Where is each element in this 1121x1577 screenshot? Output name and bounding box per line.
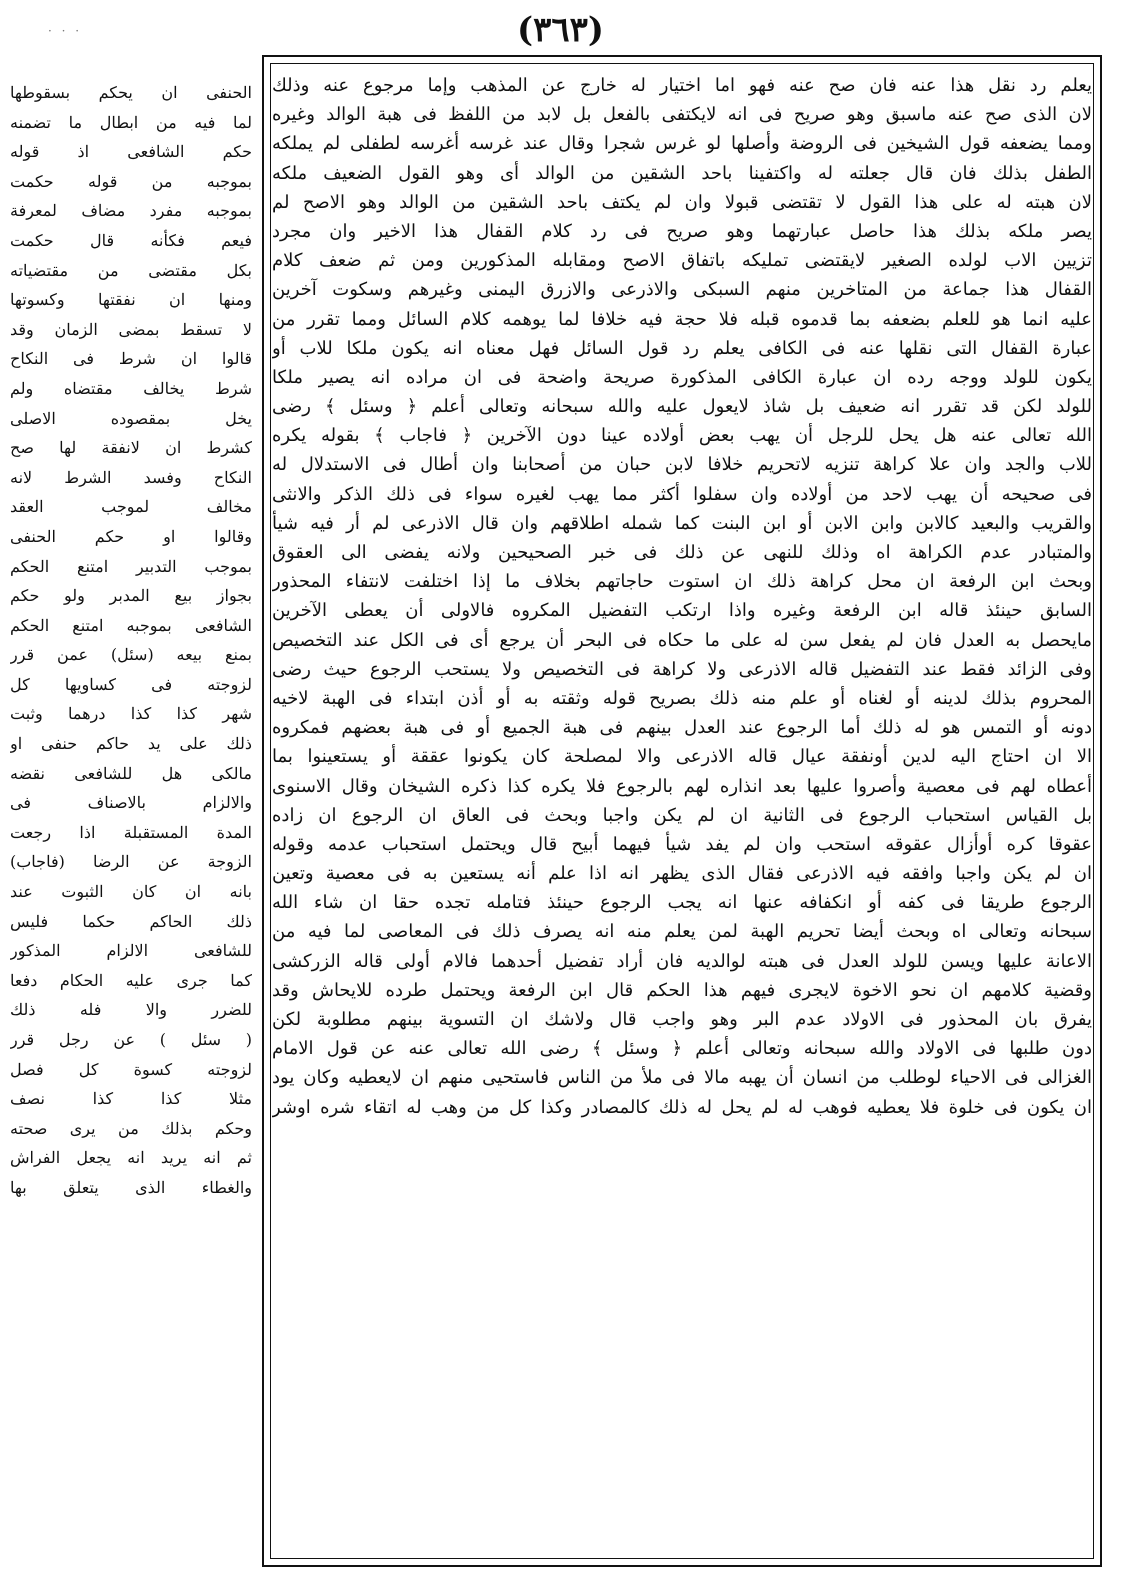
main-text-line: الله تعالى عنه هل يحل للرجل أن يهب بعض أولاده عينا دون الآخرين ﴿ فاجاب ﴾ بقوله يكره bbox=[272, 425, 1092, 447]
main-text-line: بل القياس استحباب الرجوع فى الثانية ان لم يكن واجبا وبحث فى العاق ان الرجوع ان زاده bbox=[272, 804, 1092, 826]
margin-text-line: مخالف لموجب العقد bbox=[10, 497, 252, 517]
margin-text-line: والالزام بالاصناف فى bbox=[10, 793, 252, 813]
margin-text-line: لما فيه من ابطال ما تضمنه bbox=[10, 112, 252, 132]
margin-text-line: وحكم بذلك من يرى صحته bbox=[10, 1118, 252, 1138]
main-text-line: دون طلبها فى الاولاد والله سبحانه وتعالى أعلم ﴿ وسئل ﴾ رضى الله تعالى عنه عن قول الامام bbox=[272, 1038, 1092, 1060]
margin-text-line: مالكى هل للشافعى نقضه bbox=[10, 763, 252, 783]
margin-text-line: بجواز بيع المدبر ولو حكم bbox=[10, 586, 252, 606]
margin-text-line: بكل مقتضى من مقتضياته bbox=[10, 260, 252, 280]
main-text-line: القفال هذا جماعة من المتاخرين منهم السبكى والاذرعى والازرق اليمنى وغيرهم وسكوت آخرين bbox=[272, 279, 1092, 301]
main-text-line: يصر ملكه بذلك هذا حاصل عبارتهما وهو صريح فى رد كلام القفال هذا الاخير وان مجرد bbox=[272, 220, 1092, 242]
margin-text-line: كشرط ان لانفقة لها صح bbox=[10, 438, 252, 458]
main-text-line: ومما يضعفه قول الشيخين فى الروضة وأصلها لو غرس شجرا وقال عند غرسه أغرسه لطفلى لم يملكه bbox=[272, 133, 1092, 155]
margin-text-line: ( سئل ) عن رجل قرر bbox=[10, 1030, 252, 1049]
margin-text-line: لزوجته فى كساويها كل bbox=[10, 674, 252, 694]
main-text-line: وفى الزائد فقط عند التفضيل قاله الاذرعى ولا كراهة فى التخصيص ولا يستحب الرجوع حيث رضى bbox=[272, 658, 1092, 680]
main-text-body bbox=[272, 71, 1092, 1122]
margin-text-line: وقالوا او حكم الحنفى bbox=[10, 526, 252, 546]
main-text-line: عبارة القفال التى نقلها عنه فى الكافى يعلم رد قول السائل فهل معناه انه يكون ملكا للاب أو bbox=[272, 337, 1092, 359]
main-text-line: للاب والجد وان علا كراهة تنزيه لاتحريم خلافا لابن حبان من أصحابنا وان أطال فى الاستدلال له bbox=[272, 454, 1092, 476]
margin-text-line: قالوا ان شرط فى النكاح bbox=[10, 349, 252, 369]
main-text-line: والقريب والبعيد كالابن وابن الابن أو ابن البنت كما شمله اطلاقهم وان قال الاذرعى لم أر فيه شيأ bbox=[272, 512, 1092, 534]
margin-text-line: لا تسقط بمضى الزمان وقد bbox=[10, 319, 252, 339]
main-text-line: عليه انما هو للعلم بضعفه بما قدموه قبله فلا حجة فيه خلافا لما يوهمه كلام السائل ومما تقرر من bbox=[272, 308, 1092, 330]
main-text-line: لان الذى صح عنه ماسبق وهو صريح فى انه لايكتفى بالفعل بل لابد من اللفظ فى هبة الوالد وغيره bbox=[272, 104, 1092, 126]
margin-text-line: للضرر والا فله ذلك bbox=[10, 1000, 252, 1020]
margin-text-line: فيعم فكأنه قال حكمت bbox=[10, 230, 252, 250]
main-text-line: ان لم يكن واجبا وافقه فيه الاذرعى فقال الذى يظهر انه اذا علم أنه يستعين به فى معصية وتعين bbox=[272, 863, 1092, 885]
main-text-line: وقضية كلامهم ان نحو الاخوة لايجرى فيهم هذا الحكم قال ابن الرفعة ويحتمل طرده للايحاش وقد bbox=[272, 979, 1092, 1001]
main-text-line: يكون للولد ووجه رده ان عبارة الكافى المذكورة صريحة واضحة فى ان مراده انه يصير ملكا bbox=[272, 366, 1092, 388]
main-text-line: السابق حينئذ قاله ابن الرفعة وغيره واذا ارتكب التفضيل المكروه فالاولى أن يعطى الآخرين bbox=[272, 600, 1092, 622]
margin-text-line: الحنفى ان يحكم بسقوطها bbox=[10, 83, 252, 102]
margin-text-line: بانه ان كان الثبوت عند bbox=[10, 882, 252, 902]
margin-text-line: بموجب التدبير امتنع الحكم bbox=[10, 556, 252, 576]
main-text-line: وبحث ابن الرفعة ان محل كراهة ذلك ان استوت حاجاتهم بخلاف ما إذا اختلفت لانتفاء المحذور bbox=[272, 571, 1092, 593]
margin-text-line: ثم انه يريد انه يجعل الفراش bbox=[10, 1148, 252, 1168]
margin-text-line: ومنها ان نفقتها وكسوتها bbox=[10, 290, 252, 310]
main-text-line: الغزالى فى الاحياء لوطلب من انسان أن يهبه مالا فى ملأ من الناس فاستحيى منهم ان لايعطيه وكان يود bbox=[272, 1067, 1092, 1089]
margin-text-line: النكاح وفسد الشرط لانه bbox=[10, 467, 252, 487]
main-text-line: سبحانه وتعالى اه وبحث أيضا تحريم الهبة لمن يعلم منه انه يصرف ذلك فى المعاصى لما فيه من bbox=[272, 921, 1092, 943]
margin-text-line: مثلا كذا كذا نصف bbox=[10, 1089, 252, 1109]
main-text-line: عقوقا كره أوأزال عقوقه استحب وان لم يفد شيأ فيهما أبيح قال ويحتمل استحباب عدمه وقوله bbox=[272, 833, 1092, 855]
margin-text-line: كما جرى عليه الحكام دفعا bbox=[10, 970, 252, 990]
margin-text-line: بمنع بيعه (سئل) عمن قرر bbox=[10, 645, 252, 665]
page-number: (٣٦٣) bbox=[517, 10, 604, 50]
margin-text-line: المدة المستقبلة اذا رجعت bbox=[10, 822, 252, 842]
margin-text-line: لزوجته كسوة كل فصل bbox=[10, 1059, 252, 1079]
main-text-line: المحروم بذلك لدينه أو لغناه أو علم منه ذلك بصريح قوله وثقته به أو أذن ابتداء فى الهبة لاخيه bbox=[272, 687, 1092, 709]
margin-text-line: ذلك على يد حاكم حنفى او bbox=[10, 734, 252, 754]
margin-text-line: الشافعى بموجبه امتنع الحكم bbox=[10, 615, 252, 635]
main-text-line: يفرق بان المحذور فى الاولاد عدم البر وهو واجب قال ولاشك ان التسوية بينهم مطلوبة لكن bbox=[272, 1009, 1092, 1030]
margin-commentary bbox=[10, 78, 252, 1203]
main-text-line: الطفل بذلك فان قال جعلته له واكتفينا باحد الشقين من الوالد أى وهو القول الضعيف ملكه bbox=[272, 162, 1092, 184]
main-text-line: دونه أو التمس هو له ذلك أما الرجوع عند العدل بينهم فى هبة الجميع أو فى هبة بعضهم فمكروه bbox=[272, 717, 1092, 739]
margin-text-line: والغطاء الذى يتعلق بها bbox=[10, 1177, 252, 1197]
margin-text-line: الزوجة عن الرضا (فاجاب) bbox=[10, 852, 252, 872]
main-text-line: يعلم رد نقل هذا عنه فان صح عنه فهو اما اختيار له خارج عن المذهب وإما مرجوع عنه وذلك bbox=[272, 75, 1092, 96]
main-text-line: الرجوع طريقا فى كفه أو انكفافه عنها انه يجب الرجوع حينئذ فتامله تجده حقا ان شاء الله bbox=[272, 892, 1092, 914]
margin-text-line: بموجبه مفرد مضاف لمعرفة bbox=[10, 201, 252, 221]
margin-text-line: ذلك الحاكم حكما فليس bbox=[10, 911, 252, 931]
margin-text-line: شرط يخالف مقتضاه ولم bbox=[10, 378, 252, 398]
main-text-line: للولد لكن قد تقرر انه ضعيف بل شاذ لايعول عليه والله سبحانه وتعالى أعلم ﴿ وسئل ﴾ رضى bbox=[272, 396, 1092, 418]
main-text-line: لان هبته له على هذا القول لا تقتضى قبولا وان لم يكتف باحد الشقين من الوالد وهو الاصح لم bbox=[272, 191, 1092, 213]
main-text-line: مايحصل به العدل فان لم يفعل سن له على ما حكاه فى البحر أن يرجع أى فى الكل عند التخصيص bbox=[272, 629, 1092, 651]
main-text-frame bbox=[262, 55, 1102, 1567]
scan-speckles: · · · bbox=[48, 24, 83, 38]
margin-text-line: بموجبه من قوله حكمت bbox=[10, 171, 252, 191]
margin-text-line: شهر كذا كذا درهما وثبت bbox=[10, 704, 252, 724]
main-text-line: فى صحيحه أن يهب لاحد من أولاده وان سفلوا أكثر مما يهب لغيره سواء فى ذلك الذكر والانثى bbox=[272, 483, 1092, 505]
margin-text-line: للشافعى الالزام المذكور bbox=[10, 941, 252, 961]
margin-text-line: يخل بمقصوده الاصلى bbox=[10, 408, 252, 428]
margin-text-line: حكم الشافعى اذ قوله bbox=[10, 142, 252, 162]
main-text-line: أعطاه لهم فى معصية وأصروا عليها بعد انذاره لهم بالرجوع فلا يكره كذا ذكره الشيخان وقال الاسنوى bbox=[272, 775, 1092, 797]
main-text-line: والمتبادر عدم الكراهة اه وذلك للنهى عن ذلك فى خبر الصحيحين ولانه يفضى الى العقوق bbox=[272, 542, 1092, 563]
main-text-line: ان يكون فى خلوة فلا يعطيه فوهب له لم يحل له ذلك كالمصادر وكذا كل من وهب له اتقاء شره اوشر bbox=[272, 1096, 1092, 1118]
main-text-line: تزيين الاب لولده الصغير لايقتضى تمليكه باتفاق الاصح ومقابله المذكورين ومن ثم ضعف كلام bbox=[272, 250, 1092, 272]
main-text-line: الا ان احتاج اليه لدين أونفقة عيال قاله الاذرعى والا لمصلحة كان يكونوا عققة أو يستعينوا بما bbox=[272, 746, 1092, 768]
main-text-line: الاعانة عليها ويسن للولد العدل فى هبته لوالديه فان أراد تفضيل أحدهما فالام أولى قاله الزركشى bbox=[272, 950, 1092, 972]
